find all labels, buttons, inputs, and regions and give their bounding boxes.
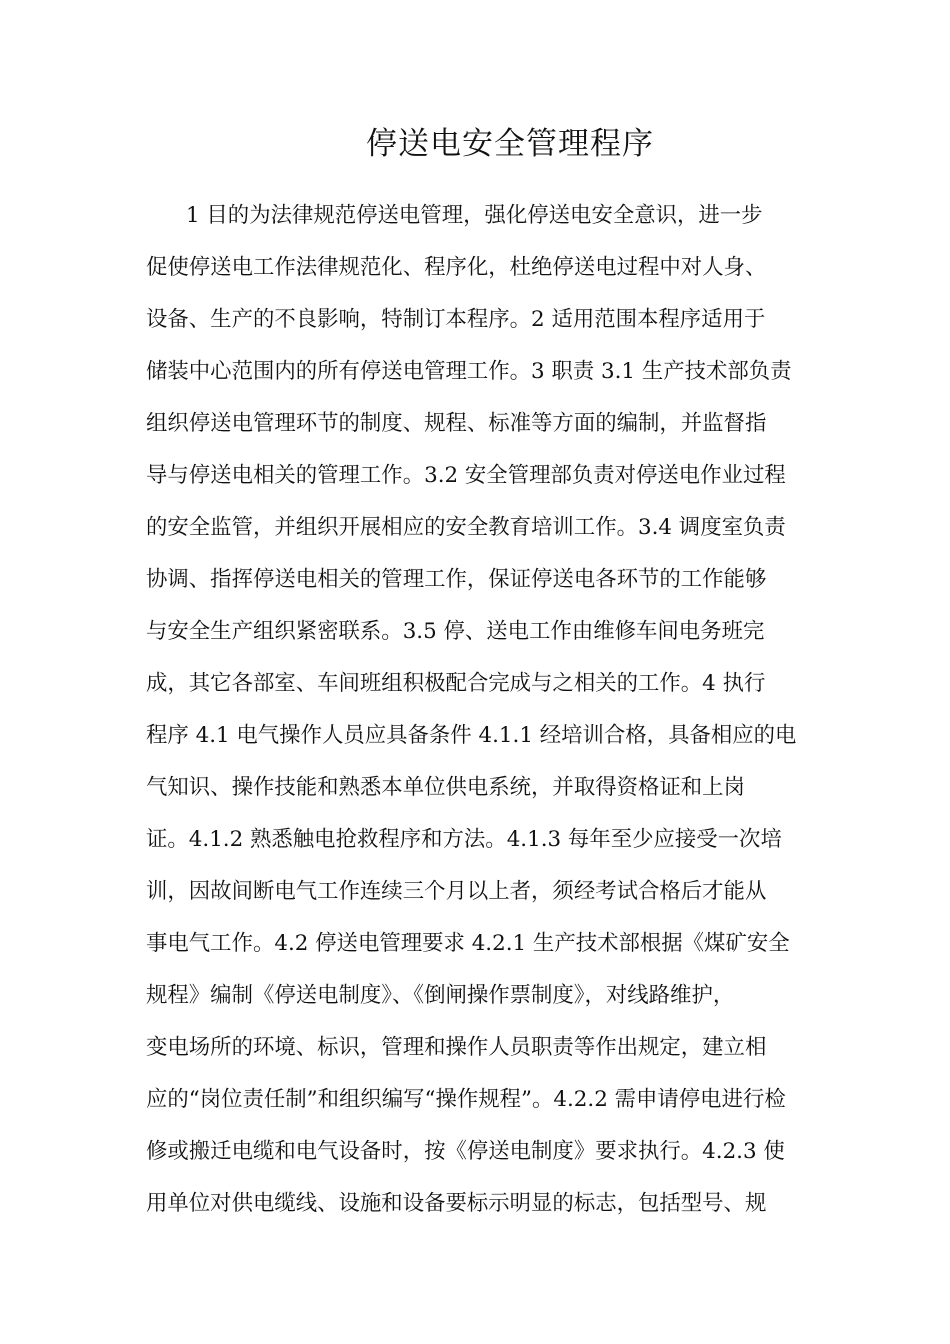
body-line: 修或搬迁电缆和电气设备时，按《停送电制度》要求执行。4.2.3 使 <box>146 1139 785 1164</box>
document-title: 停送电安全管理程序 <box>366 126 654 162</box>
body-line: 组织停送电管理环节的制度、规程、标准等方面的编制，并监督指 <box>146 411 767 436</box>
body-line: 促使停送电工作法律规范化、程序化，杜绝停送电过程中对人身、 <box>146 255 767 280</box>
body-line: 变电场所的环境、标识，管理和操作人员职责等作出规定，建立相 <box>146 1035 767 1060</box>
body-line: 协调、指挥停送电相关的管理工作，保证停送电各环节的工作能够 <box>146 567 767 592</box>
body-line: 规程》编制《停送电制度》、《倒闸操作票制度》，对线路维护， <box>146 983 735 1008</box>
body-line: 设备、生产的不良影响，特制订本程序。2 适用范围本程序适用于 <box>146 307 766 332</box>
body-line: 1 目的为法律规范停送电管理，强化停送电安全意识，进一步 <box>186 203 763 228</box>
body-line: 训，因故间断电气工作连续三个月以上者，须经考试合格后才能从 <box>146 879 767 904</box>
body-line: 成，其它各部室、车间班组积极配合完成与之相关的工作。4 执行 <box>146 671 766 696</box>
body-line: 导与停送电相关的管理工作。3.2 安全管理部负责对停送电作业过程 <box>146 463 786 488</box>
body-line: 程序 4.1 电气操作人员应具备条件 4.1.1 经培训合格，具备相应的电 <box>146 723 797 748</box>
body-line: 储装中心范围内的所有停送电管理工作。3 职责 3.1 生产技术部负责 <box>146 359 792 384</box>
body-line: 的安全监管，并组织开展相应的安全教育培训工作。3.4 调度室负责 <box>146 515 786 540</box>
body-line: 与安全生产组织紧密联系。3.5 停、送电工作由维修车间电务班完 <box>146 619 765 644</box>
body-line: 应的“岗位责任制”和组织编写“操作规程”。4.2.2 需申请停电进行检 <box>146 1087 786 1112</box>
body-line: 证。4.1.2 熟悉触电抢救程序和方法。4.1.3 每年至少应接受一次培 <box>146 827 782 852</box>
body-line: 事电气工作。4.2 停送电管理要求 4.2.1 生产技术部根据《煤矿安全 <box>146 931 790 956</box>
body-line: 气知识、操作技能和熟悉本单位供电系统，并取得资格证和上岗 <box>146 775 745 800</box>
body-line: 用单位对供电缆线、设施和设备要标示明显的标志，包括型号、规 <box>146 1191 767 1216</box>
